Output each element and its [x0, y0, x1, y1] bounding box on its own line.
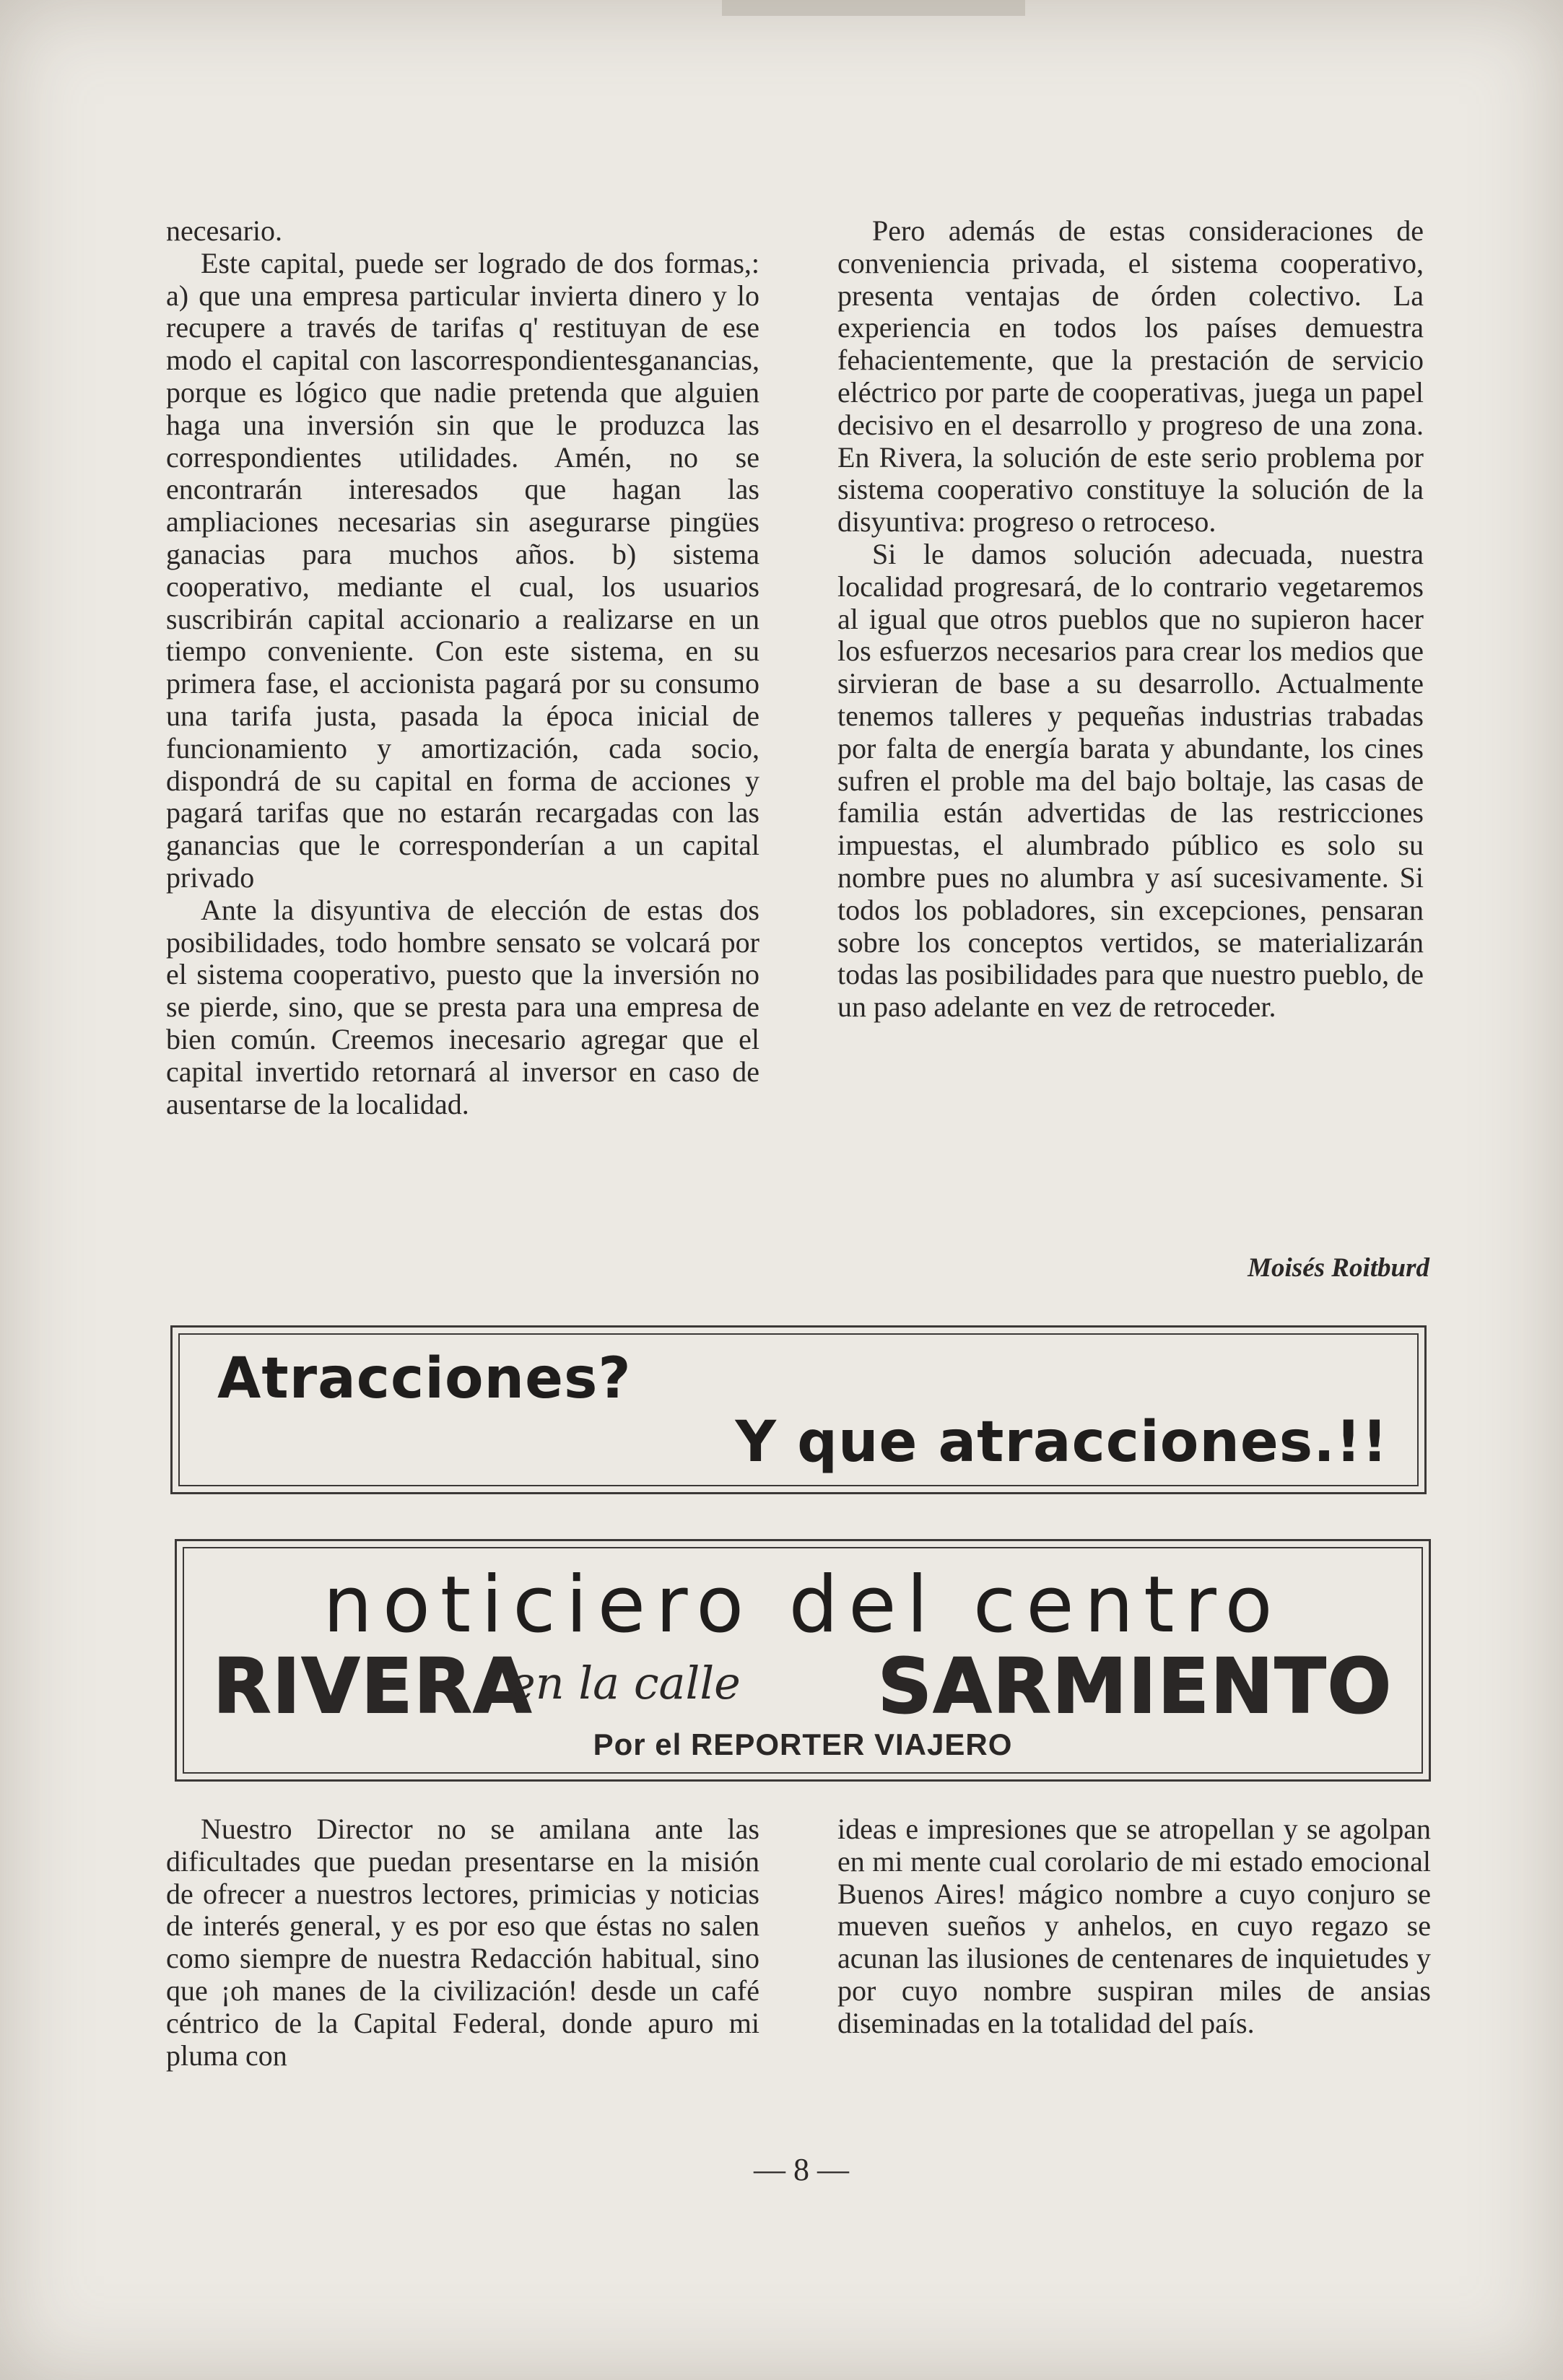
article-paragraph: Este capital, puede ser logrado de dos formas,: a) que una empresa particular invierta dinero y lo recupere a través de tarifas q' restituyan de ese modo el capital con lascorrespondientesganancias, porque es lógico que nadie pretenda que alguien haga una inversión sin que le produzca las correspondientes utilidades. Amén, no se encontrarán interesados que hagan las ampliaciones necesarias sin asegurarse pingües ganacias para muchos años. b) sistema cooperativo, mediante el cual, los usuarios suscribirán capital accionario a realizarse en un tiempo conveniente. Con este sistema, en su primera fase, el accionista pagará por su consumo una tarifa justa, pasada la época inicial de funcionamiento y amortización, cada socio, dispondrá de su capital en forma de acciones y pagará tarifas que no estarán recargadas con las ganancias que le corresponderían a un capital privado	[166, 246, 759, 894]
sarmiento-label: SARMIENTO	[877, 1642, 1393, 1730]
page-number: — 8 —	[754, 2152, 849, 2187]
en-la-calle-script: en la calle	[509, 1657, 741, 1709]
article-paragraph: Nuestro Director no se amilana ante las dificultades que puedan presentarse en la misión de ofrecer a nuestros lectores, primicias y noticias de interés general, y es por eso que éstas no salen como siempre de nuestra Redacción habitual, sino que ¡oh manes de la civilización! desde un café céntrico de la Capital Federal, donde apuro mi pluma con	[166, 1813, 759, 2072]
paper-tear-mark	[722, 0, 1025, 16]
article-right-column	[837, 215, 1424, 1024]
ad-headline: Atracciones?	[217, 1346, 632, 1411]
noticiero-left-column	[166, 1813, 759, 2072]
article-paragraph: Pero además de estas consideraciones de conveniencia privada, el sistema cooperativo, presenta ventajas de órden colectivo. La experiencia en todos los países demuestra fehacientemente, que la prestación de servicio eléctrico por parte de cooperativas, juega un papel decisivo en el desarrollo y progreso de una zona. En Rivera, la solución de este serio problema por sistema cooperativo constituye la solución de la disyuntiva: progreso o retroceso.	[837, 214, 1424, 539]
noticiero-right-column	[837, 1813, 1431, 2040]
byline: Por el REPORTER VIAJERO	[593, 1727, 1013, 1761]
article-paragraph: Si le damos solución adecuada, nuestra localidad progresará, de lo contrario vegetaremos al igual que otros pueblos que no supieron hacer los esfuerzos necesarios para crear los medios que sirvieran de base a su desarrollo. Actualmente tenemos talleres y pequeñas industrias trabadas por falta de energía barata y abundante, los cines sufren el proble ma del bajo boltaje, las casas de familia están advertidas de las restricciones impuestas, el alumbrado público es solo su nombre pues no alumbra y así sucesivamente. Si todos los pobladores, sin excepciones, pensaran sobre los conceptos vertidos, se materializarán todas las posibilidades para que nuestro pueblo, de un paso adelante en vez de retroceder.	[837, 537, 1424, 1024]
article-paragraph: Ante la disyuntiva de elección de estas dos posibilidades, todo hombre sensato se volcará por el sistema cooperativo, puesto que la inversión no se pierde, sino, que se presta para una empresa de bien común. Creemos inecesario agregar que el capital invertido retornará al inversor en caso de ausentarse de la localidad.	[166, 893, 759, 1120]
attractions-ad-box	[170, 1325, 1427, 1494]
article-left-column	[166, 215, 759, 1120]
noticiero-header-box	[175, 1539, 1431, 1782]
article-paragraph: necesario.	[166, 214, 283, 247]
ad-subheadline: Y que atracciones.!!	[735, 1410, 1388, 1475]
rivera-label: RIVERA	[213, 1642, 533, 1730]
article-author: Moisés Roitburd	[1248, 1253, 1429, 1283]
section-title: noticiero del centro	[323, 1560, 1283, 1650]
article-paragraph: ideas e impresiones que se atropellan y se agolpan en mi mente cual corolario de mi estado emocional Buenos Aires! mágico nombre a cuyo conjuro se mueven sueños y anhelos, en cuyo regazo se acunan las ilusiones de centenares de inquietudes y por cuyo nombre suspiran miles de ansias diseminadas en la totalidad del país.	[837, 1813, 1431, 2039]
